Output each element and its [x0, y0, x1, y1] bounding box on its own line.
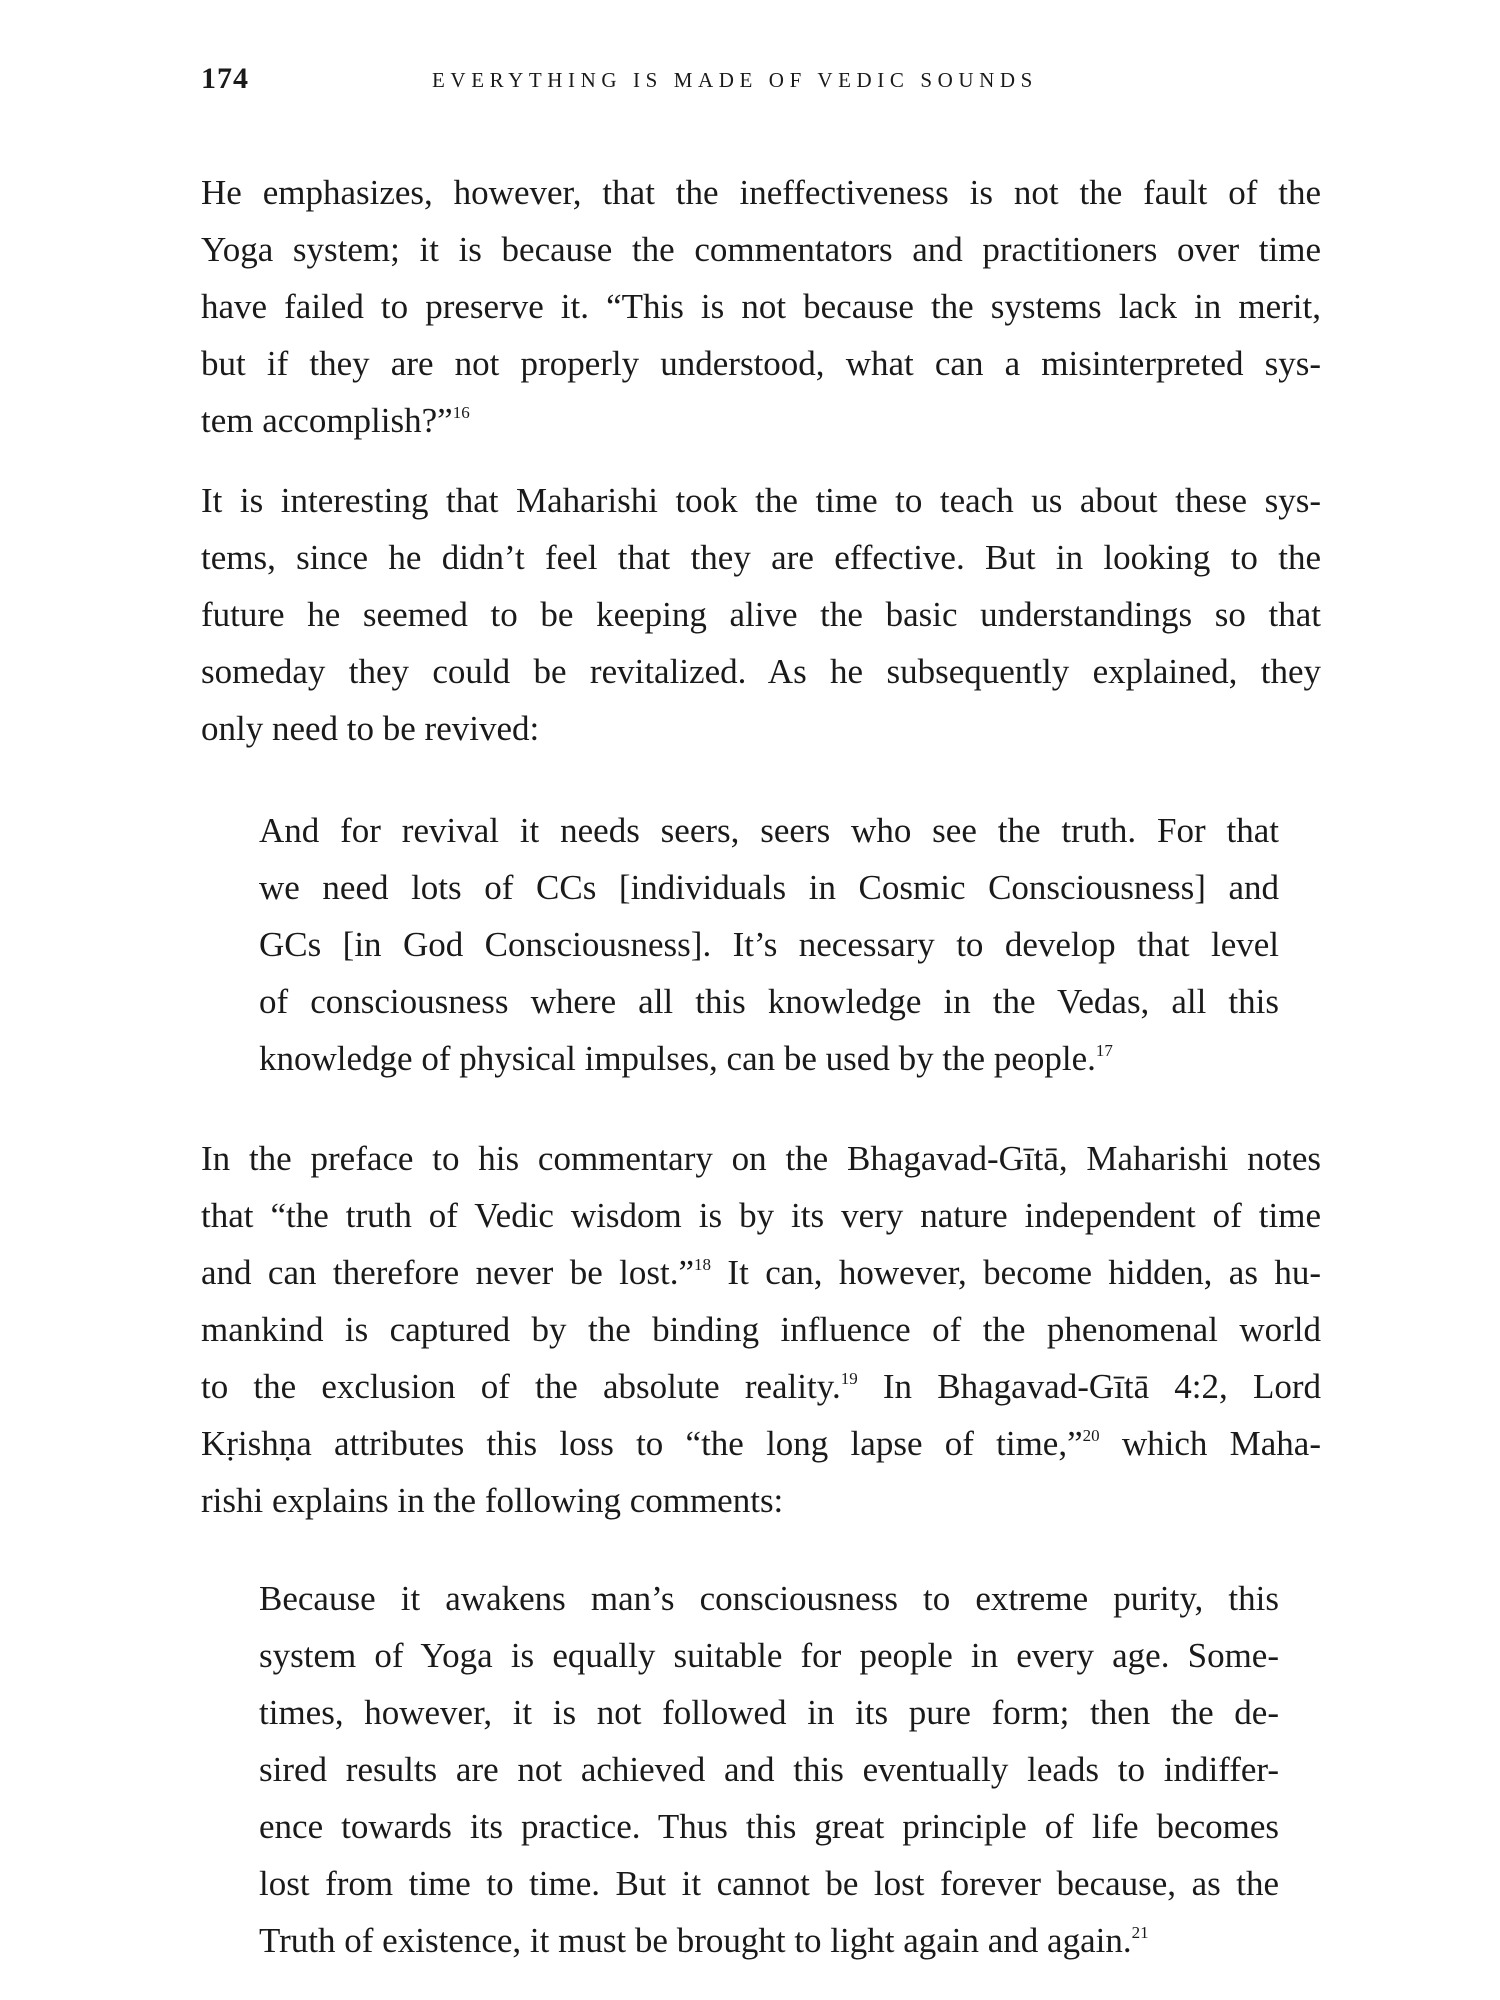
- text-fragment: knowledge of physical impulses, can be used by the people.: [259, 1039, 1096, 1078]
- text-line: [259, 1030, 1279, 1087]
- text-fragment: tem accomplish?”: [201, 401, 453, 440]
- text-fragment: and can therefore never be lost.”: [201, 1253, 695, 1292]
- text-line: sired results are not achieved and this eventually leads to indiffer-: [259, 1750, 1279, 1789]
- text-line: but if they are not properly understood, what can a misinterpreted sys-: [201, 344, 1321, 383]
- text-line: only need to be revived:: [201, 709, 540, 748]
- text-line: of consciousness where all this knowledge in the Vedas, all this: [259, 982, 1279, 1021]
- text-line: we need lots of CCs [individuals in Cosmic Consciousness] and: [259, 868, 1279, 907]
- footnote-ref-21: 21: [1131, 1923, 1149, 1942]
- running-head: [201, 62, 1311, 106]
- text-fragment: Truth of existence, it must be brought to light again and again.: [259, 1921, 1132, 1960]
- text-line: And for revival it needs seers, seers who see the truth. For that: [259, 811, 1279, 850]
- text-line: [201, 1244, 1321, 1301]
- text-line: [201, 392, 1321, 449]
- text-line: rishi explains in the following comments:: [201, 1481, 784, 1520]
- text-line: GCs [in God Consciousness]. It’s necessary to develop that level: [259, 925, 1279, 964]
- text-line: [201, 1415, 1321, 1472]
- paragraph-3: [201, 1130, 1321, 1529]
- footnote-ref-20: 20: [1082, 1426, 1100, 1445]
- text-line: future he seemed to be keeping alive the basic understandings so that: [201, 595, 1321, 634]
- text-line: someday they could be revitalized. As he subsequently explained, they: [201, 652, 1321, 691]
- text-fragment: Kṛishṇa attributes this loss to “the long lapse of time,”: [201, 1424, 1083, 1463]
- text-line: that “the truth of Vedic wisdom is by its very nature independent of time: [201, 1196, 1321, 1235]
- text-line: have failed to preserve it. “This is not because the systems lack in merit,: [201, 287, 1321, 326]
- text-line: In the preface to his commentary on the Bhagavad-Gītā, Maharishi notes: [201, 1139, 1321, 1178]
- text-line: Because it awakens man’s consciousness to extreme purity, this: [259, 1579, 1279, 1618]
- text-line: Yoga system; it is because the commentators and practitioners over time: [201, 230, 1321, 269]
- text-line: He emphasizes, however, that the ineffectiveness is not the fault of the: [201, 173, 1321, 212]
- footnote-ref-16: 16: [452, 403, 470, 422]
- text-line: It is interesting that Maharishi took the time to teach us about these sys-: [201, 481, 1321, 520]
- footnote-ref-19: 19: [840, 1369, 858, 1388]
- paragraph-2: [201, 472, 1321, 757]
- footnote-ref-17: 17: [1095, 1041, 1113, 1060]
- text-fragment: It can, however, become hidden, as hu-: [711, 1253, 1321, 1292]
- page-number: 174: [201, 62, 249, 95]
- text-fragment: to the exclusion of the absolute reality.: [201, 1367, 841, 1406]
- text-line: [201, 1358, 1321, 1415]
- text-line: system of Yoga is equally suitable for people in every age. Some-: [259, 1636, 1279, 1675]
- text-line: ence towards its practice. Thus this great principle of life becomes: [259, 1807, 1279, 1846]
- text-line: lost from time to time. But it cannot be lost forever because, as the: [259, 1864, 1279, 1903]
- running-title: EVERYTHING IS MADE OF VEDIC SOUNDS: [432, 68, 1038, 92]
- block-quote-2: [259, 1570, 1279, 1969]
- block-quote-1: [259, 802, 1279, 1087]
- text-line: times, however, it is not followed in its pure form; then the de-: [259, 1693, 1279, 1732]
- text-line: [259, 1912, 1279, 1969]
- footnote-ref-18: 18: [694, 1255, 712, 1274]
- paragraph-1: [201, 164, 1321, 449]
- text-fragment: which Maha-: [1099, 1424, 1321, 1463]
- text-line: mankind is captured by the binding influence of the phenomenal world: [201, 1310, 1321, 1349]
- text-fragment: In Bhagavad-Gītā 4:2, Lord: [857, 1367, 1321, 1406]
- text-line: tems, since he didn’t feel that they are effective. But in looking to the: [201, 538, 1321, 577]
